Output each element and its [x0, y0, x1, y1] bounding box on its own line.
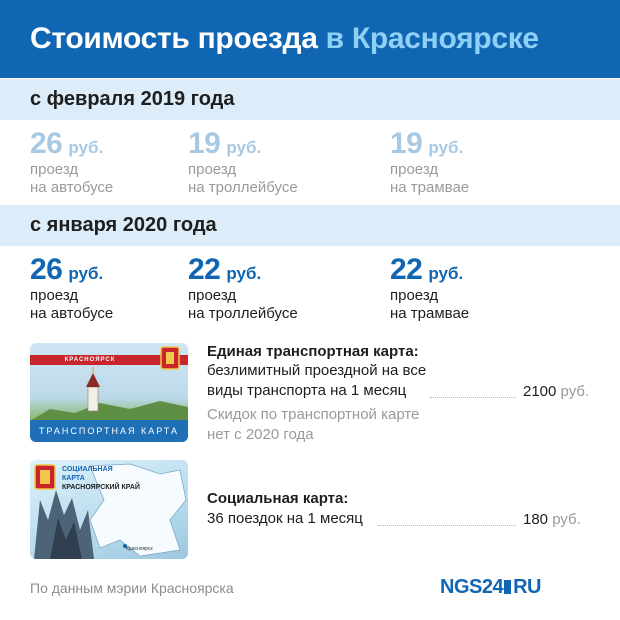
- card-footer-label: ТРАНСПОРТНАЯ КАРТА: [38, 426, 179, 436]
- price-currency: руб.: [226, 264, 262, 283]
- price-line2: на автобусе: [30, 179, 114, 196]
- price-new-trolleybus: [188, 253, 298, 323]
- price-currency: руб.: [226, 138, 262, 157]
- social-card-title: Социальная карта:: [207, 490, 349, 507]
- ngs24-logo: [440, 576, 541, 598]
- price-line2: на троллейбусе: [188, 305, 298, 322]
- social-card-town: Красноярск: [126, 546, 153, 552]
- transport-card-note-line2: нет с 2020 года: [207, 426, 314, 443]
- page-title: [30, 22, 539, 56]
- price-line1: проезд: [188, 161, 237, 178]
- price-line2: на автобусе: [30, 305, 114, 322]
- leader-dots: [430, 397, 516, 398]
- price-currency: руб.: [552, 511, 581, 528]
- price-currency: руб.: [68, 138, 104, 157]
- transport-card-title: Единая транспортная карта:: [207, 343, 419, 360]
- price-line2: на трамвае: [390, 305, 470, 322]
- title-city: в Красноярске: [325, 22, 539, 55]
- social-card-line1: СОЦИАЛЬНАЯ: [62, 466, 113, 473]
- price-line1: проезд: [188, 287, 237, 304]
- period-label-old: с февраля 2019 года: [30, 88, 235, 110]
- price-value: 19: [390, 127, 423, 160]
- price-line2: на троллейбусе: [188, 179, 298, 196]
- price-line1: проезд: [30, 287, 79, 304]
- price-new-tram: [390, 253, 469, 323]
- price-value: 22: [390, 253, 423, 286]
- logo-left: NGS24: [440, 576, 504, 598]
- period-band-new: [0, 205, 620, 246]
- logo-separator: [504, 580, 511, 594]
- source-note: По данным мэрии Красноярска: [30, 580, 234, 596]
- price-old-trolleybus: [188, 127, 298, 197]
- card-footer: [30, 420, 188, 442]
- price-new-bus: [30, 253, 113, 323]
- price-value: 26: [30, 127, 63, 160]
- period-band-old: [0, 79, 620, 120]
- price-currency: руб.: [68, 264, 104, 283]
- card-city-label: КРАСНОЯРСК: [64, 357, 116, 363]
- social-card-desc: 36 поездок на 1 месяц: [207, 510, 363, 527]
- price-old-bus: [30, 127, 113, 197]
- social-card-line3: КРАСНОЯРСКИЙ КРАЙ: [62, 484, 140, 491]
- social-card-image: [30, 460, 188, 559]
- transport-card-price: [523, 383, 589, 400]
- price-line1: проезд: [390, 161, 439, 178]
- price-value: 22: [188, 253, 221, 286]
- logo-right: RU: [513, 576, 541, 598]
- transport-card-desc-line1: безлимитный проездной на все: [207, 362, 427, 379]
- social-card-illustration: [30, 460, 188, 559]
- price-line1: проезд: [390, 287, 439, 304]
- transport-card-desc-line2: виды транспорта на 1 месяц: [207, 382, 407, 399]
- price-amount: 180: [523, 511, 549, 528]
- social-card-price: [523, 511, 581, 528]
- header-banner: [0, 0, 620, 78]
- transport-card-note-line1: Скидок по транспортной карте: [207, 406, 420, 423]
- title-main: Стоимость проезда: [30, 22, 318, 55]
- price-value: 26: [30, 253, 63, 286]
- price-value: 19: [188, 127, 221, 160]
- transport-card-image: [30, 343, 188, 442]
- period-label-new: с января 2020 года: [30, 214, 217, 236]
- price-old-tram: [390, 127, 469, 197]
- price-amount: 2100: [523, 383, 557, 400]
- price-line1: проезд: [30, 161, 79, 178]
- price-currency: руб.: [428, 264, 464, 283]
- price-currency: руб.: [428, 138, 464, 157]
- price-line2: на трамвае: [390, 179, 470, 196]
- leader-dots: [378, 525, 516, 526]
- social-card-line2: КАРТА: [62, 475, 85, 482]
- price-currency: руб.: [560, 383, 590, 400]
